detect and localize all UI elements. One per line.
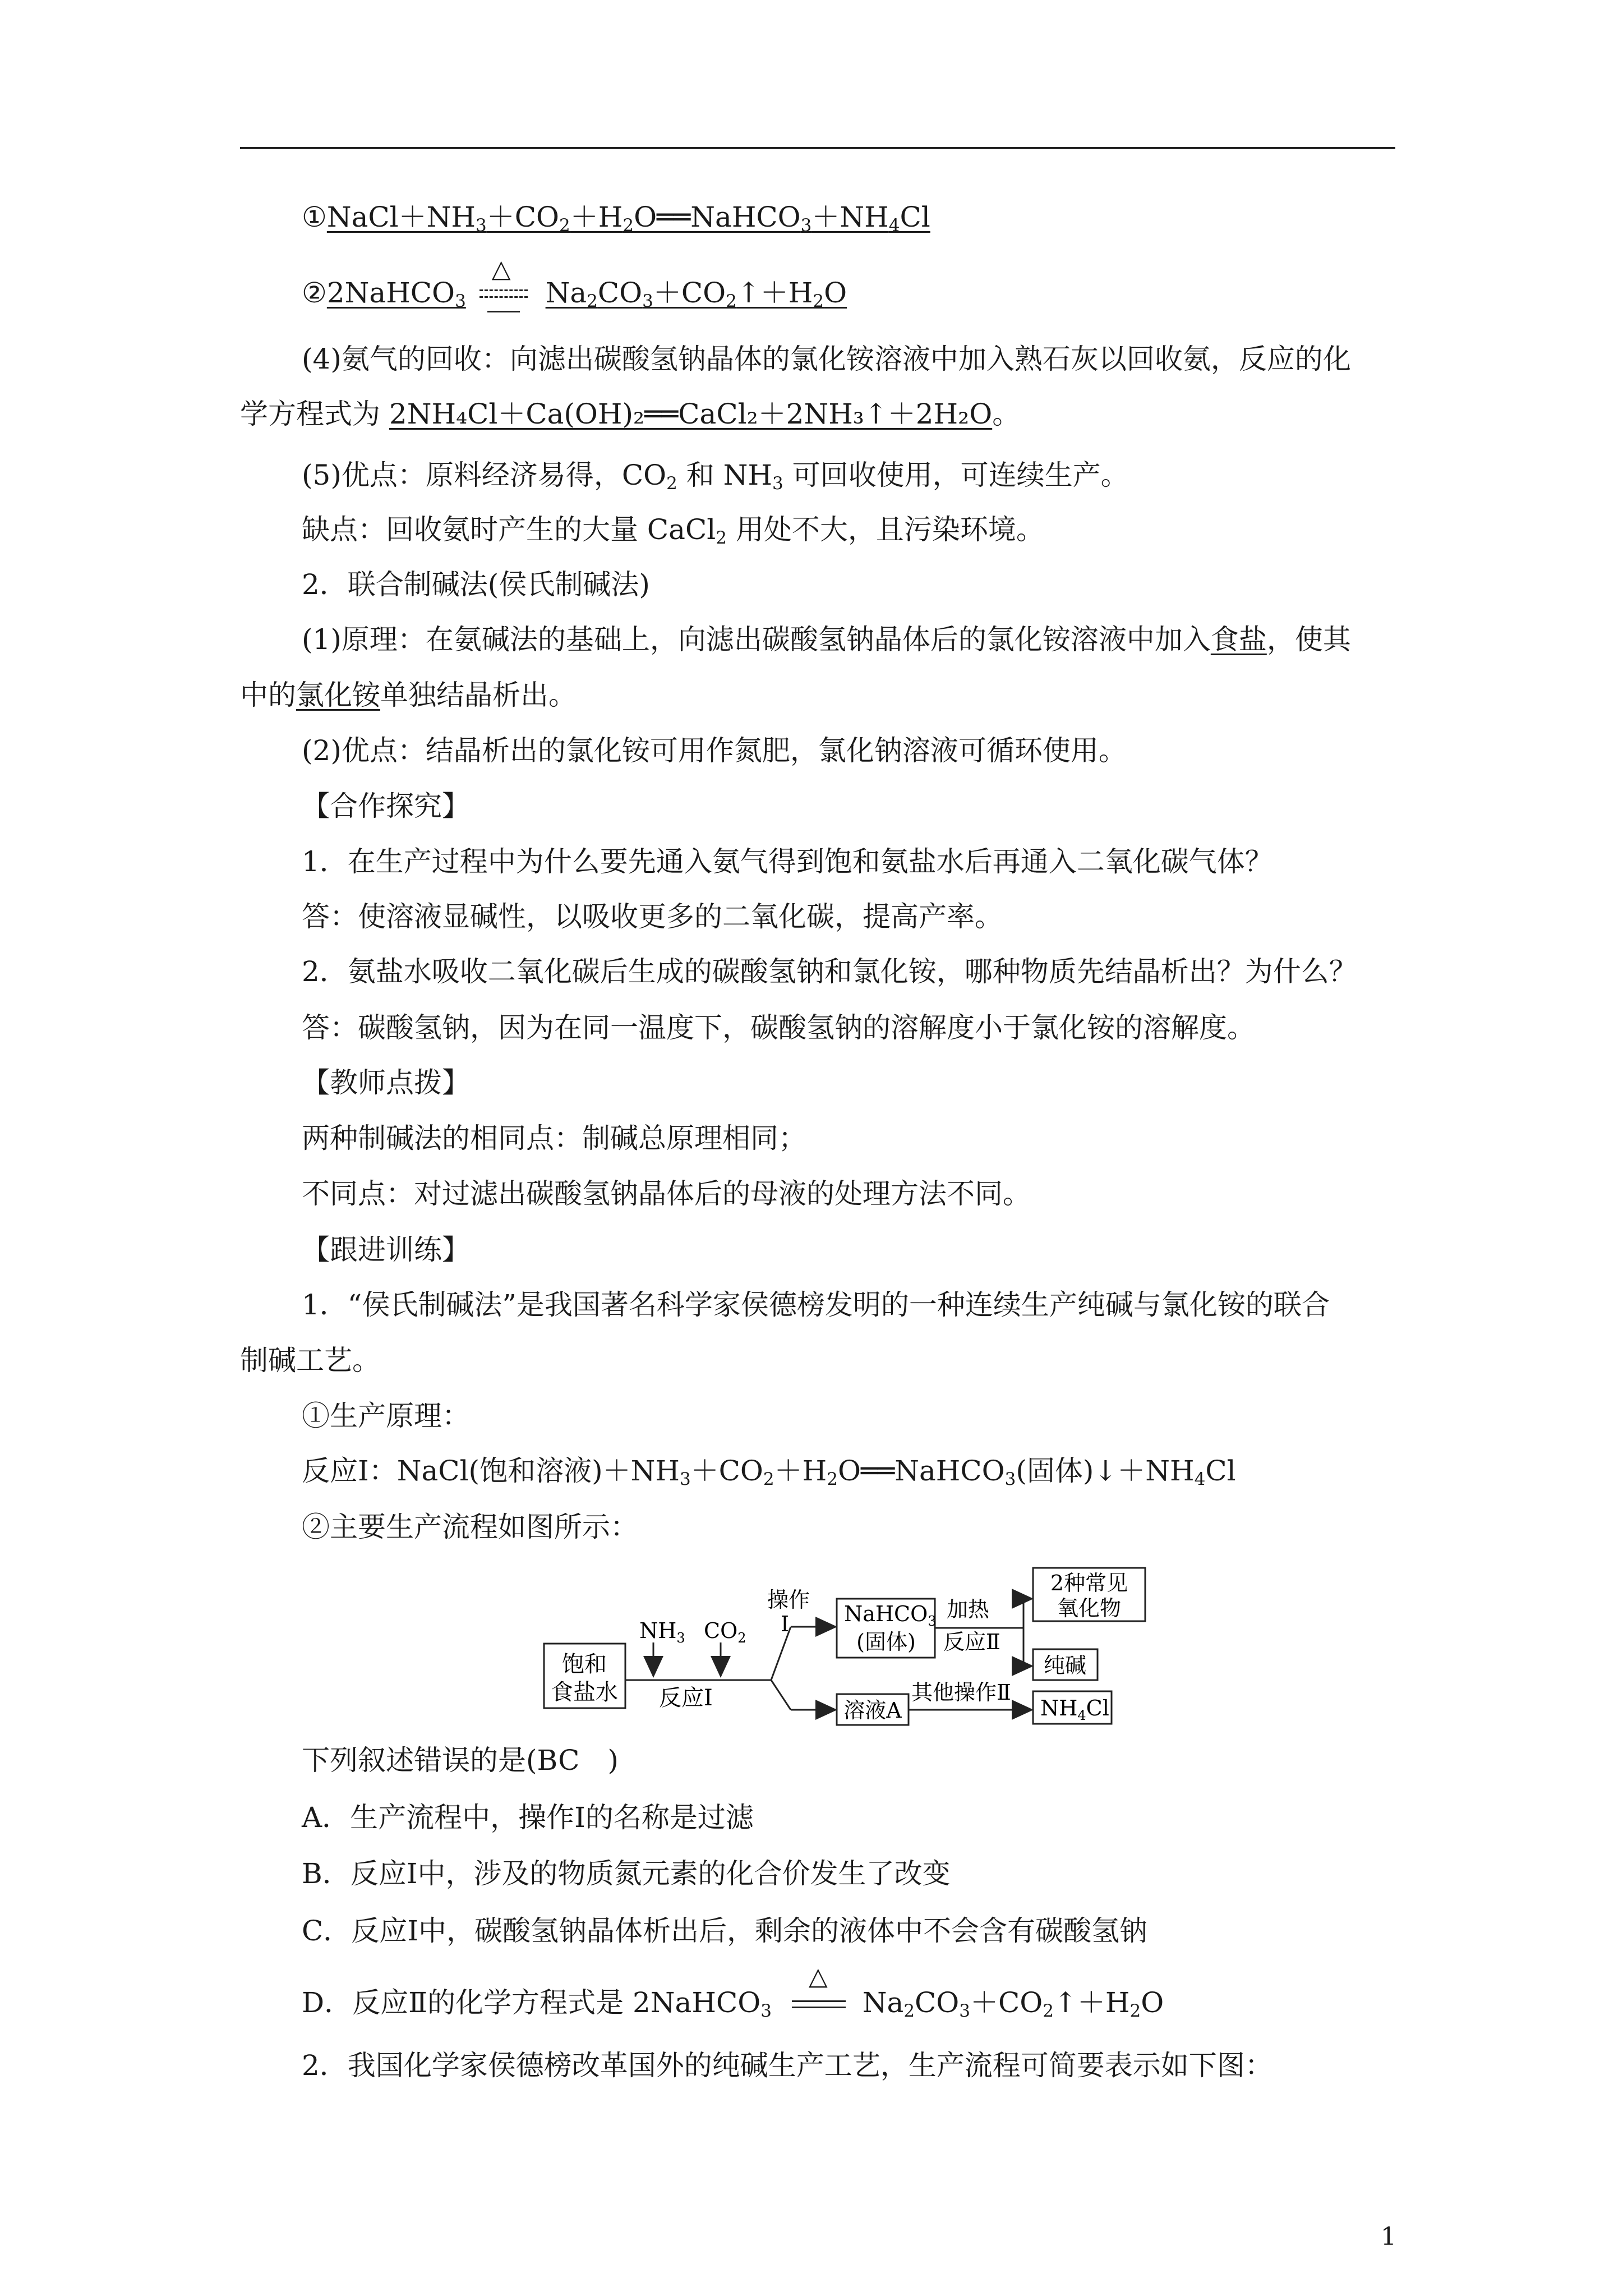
label-heat: 加热 <box>947 1597 990 1622</box>
header-rule <box>240 147 1395 149</box>
label-operation-1: 操作 <box>767 1588 810 1612</box>
label-reaction-2: 反应Ⅱ <box>943 1630 1000 1654</box>
label-operation-1-numeral: Ⅰ <box>781 1612 790 1636</box>
box-saturated-brine-line1: 饱和 <box>562 1651 607 1677</box>
option-c: C．反应Ⅰ中，碳酸氢钠晶体析出后，剩余的液体中不会含有碳酸氢钠 <box>302 1915 1148 1947</box>
box-oxides-line1: 2种常见 <box>1050 1571 1128 1595</box>
process-flow-label: ②主要生产流程如图所示： <box>302 1511 638 1543</box>
heading-teacher-tips: 【教师点拨】 <box>302 1066 470 1099</box>
teacher-tip-1: 两种制碱法的相同点：制碱总原理相同； <box>302 1122 806 1154</box>
question-2: 2．氨盐水吸收二氧化碳后生成的碳酸氢钠和氯化铵，哪种物质先结晶析出？为什么？ <box>302 955 1357 988</box>
label-nh3: $NH_3$ <box>639 1618 685 1646</box>
heat-equal-sign-option-d: △ <box>781 1988 854 2022</box>
paragraph-4-line1: (4)氨气的回收：向滤出碳酸氢钠晶体的氯化铵溶液中加入熟石灰以回收氨，反应的化 <box>302 343 1351 375</box>
box-saturated-brine-line2: 食盐水 <box>551 1680 618 1705</box>
option-d: D．反应Ⅱ的化学方程式是 2NaHCO$_3$ △ $Na_2CO_3+CO_2↑+H_2O$ <box>302 1962 1164 2021</box>
heading-cooperative-inquiry: 【合作探究】 <box>302 790 470 822</box>
box-solution-a-label: 溶液A <box>843 1698 902 1723</box>
heading-follow-up-training: 【跟进训练】 <box>302 1234 470 1266</box>
principle-line2: 中的氯化铵单独结晶析出。 <box>240 679 577 711</box>
exercise-2-intro: 2．我国化学家侯德榜改革国外的纯碱生产工艺，生产流程可简要表示如下图： <box>302 2049 1273 2082</box>
box-oxides-line2: 氧化物 <box>1057 1596 1122 1621</box>
label-co2: $CO_2$ <box>704 1618 746 1646</box>
question-1: 1．在生产过程中为什么要先通入氨气得到饱和氨盐水后再通入二氧化碳气体？ <box>302 845 1273 878</box>
exercise-1-line2: 制碱工艺。 <box>240 1344 380 1377</box>
equation-2: ②2NaHCO$_3$ △ $Na_2CO_3+CO_2↑+H_2O$ <box>302 275 847 312</box>
label-reaction-1: 反应Ⅰ <box>659 1685 713 1711</box>
page-number: 1 <box>1381 2223 1396 2251</box>
answer-2: 答：碳酸氢钠，因为在同一温度下，碳酸氢钠的溶解度小于氯化铵的溶解度。 <box>302 1011 1255 1044</box>
option-a: A．生产流程中，操作Ⅰ的名称是过滤 <box>302 1801 754 1834</box>
heat-equal-sign: △ <box>475 278 537 312</box>
box-nh4cl-label: $NH_4Cl$ <box>1040 1696 1109 1723</box>
multiple-choice-question: 下列叙述错误的是(BC ) <box>302 1744 619 1777</box>
paragraph-5-advantages: (5)优点：原料经济易得，$CO_2$ 和 $NH_3$ 可回收使用，可连续生产。 <box>302 459 1129 494</box>
paragraph-5-disadvantages: 缺点：回收氨时产生的大量 CaCl$_2$ 用处不大，且污染环境。 <box>302 513 1044 548</box>
production-principle-label: ①生产原理： <box>302 1400 470 1432</box>
box-nahco3-line2: (固体) <box>856 1630 916 1654</box>
equation-1: $①NaCl+NH_3+CO_2+H_2O══NaHCO_3+NH_4Cl$ <box>302 201 930 236</box>
advantages-2: (2)优点：结晶析出的氯化铵可用作氮肥，氯化钠溶液可循环使用。 <box>302 734 1127 767</box>
paragraph-4-line2: 学方程式为 2NH₄Cl＋Ca(OH)₂══CaCl₂＋2NH₃↑＋2H₂O。 <box>240 398 1021 430</box>
process-flow-diagram <box>538 1565 1155 1728</box>
teacher-tip-2: 不同点：对过滤出碳酸氢钠晶体后的母液的处理方法不同。 <box>302 1177 1031 1210</box>
option-b: B．反应Ⅰ中，涉及的物质氮元素的化合价发生了改变 <box>302 1857 951 1890</box>
reaction-1-equation: 反应Ⅰ：NaCl(饱和溶液)$+NH_3+CO_2+H_2O══NaHCO_3$(固体)$↓+NH_4Cl$ <box>302 1455 1236 1489</box>
section-2-title: 2．联合制碱法(侯氏制碱法) <box>302 568 650 601</box>
box-nahco3-line1: NaHCO$_3$ <box>844 1602 937 1629</box>
label-other-operation: 其他操作Ⅱ <box>911 1680 1011 1705</box>
principle-line1: (1)原理：在氨碱法的基础上，向滤出碳酸氢钠晶体后的氯化铵溶液中加入食盐，使其 <box>302 623 1351 656</box>
split-line-down <box>771 1680 791 1710</box>
box-soda-ash-label: 纯碱 <box>1043 1653 1087 1678</box>
exercise-1-line1: 1．“侯氏制碱法”是我国著名科学家侯德榜发明的一种连续生产纯碱与氯化铵的联合 <box>302 1289 1330 1321</box>
answer-1: 答：使溶液显碱性，以吸收更多的二氧化碳，提高产率。 <box>302 900 1003 933</box>
